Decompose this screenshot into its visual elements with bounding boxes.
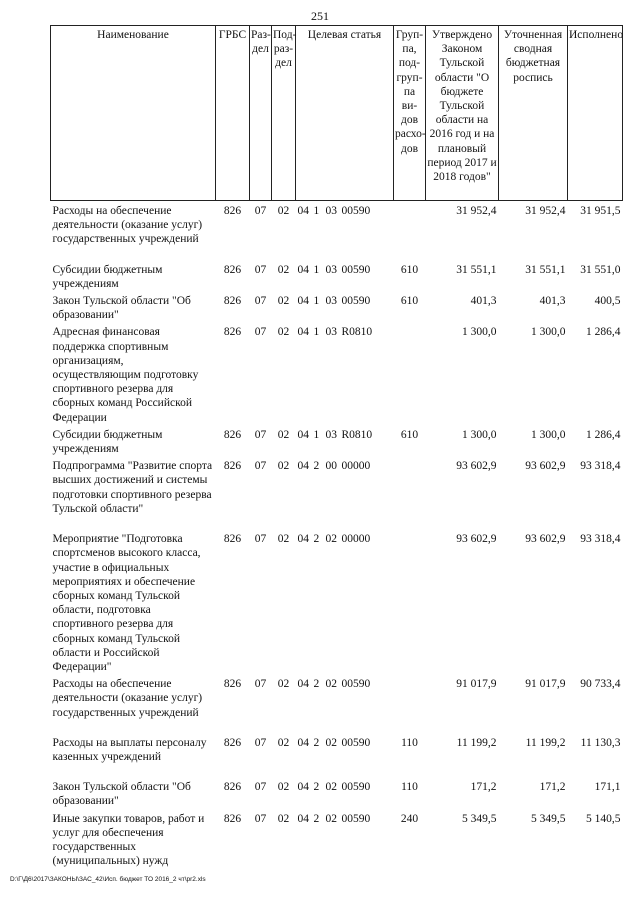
row-podrazdel: 02: [277, 205, 290, 217]
row-name: Расходы на выплаты персоналу казенных учреждений: [52, 737, 207, 764]
row-executed: 1 286,4: [586, 428, 621, 441]
row-article: [296, 260, 394, 291]
article-program: 04: [297, 263, 309, 276]
row-executed: 171,1: [594, 781, 621, 794]
row-article: [296, 291, 394, 322]
page-number: 251: [311, 9, 329, 23]
article-program: 04: [297, 460, 309, 473]
table-row: [51, 809, 623, 869]
article-event: 02: [325, 737, 337, 750]
row-name: Субсидии бюджетным учреждениям: [52, 263, 163, 290]
row-executed: 31 951,5: [580, 205, 621, 217]
table-row: [51, 260, 623, 291]
row-refined: 5 349,5: [531, 812, 566, 825]
article-direction: 00590: [341, 812, 371, 825]
article-program: 04: [297, 428, 309, 441]
row-name: Закон Тульской области "Об образовании": [52, 294, 191, 322]
row-article: [296, 809, 394, 869]
table-row: [51, 733, 623, 777]
row-article: [296, 733, 394, 777]
row-group: 110: [401, 781, 418, 794]
article-event: 02: [325, 678, 337, 691]
article-program: 04: [297, 678, 309, 691]
article-program: 04: [297, 812, 309, 825]
table-row: [51, 456, 623, 529]
row-executed: 93 318,4: [580, 460, 621, 473]
row-article: [296, 777, 394, 808]
row-refined: 1 300,0: [531, 428, 566, 441]
article-direction: 00590: [341, 294, 371, 307]
row-razdel: 07: [254, 263, 267, 276]
header-grbs: ГРБС: [216, 26, 250, 201]
row-razdel: 07: [254, 205, 267, 217]
row-razdel: 07: [254, 812, 267, 825]
article-subprogram: 1: [313, 428, 320, 441]
article-program: 04: [297, 294, 309, 307]
article-direction: R0810: [341, 326, 373, 339]
row-razdel: 07: [254, 737, 267, 750]
article-subprogram: 2: [313, 812, 320, 825]
table-header-row: [51, 26, 623, 201]
article-event: 03: [325, 205, 337, 217]
row-name: Закон Тульской области "Об образовании": [52, 781, 191, 808]
article-direction: 00590: [341, 781, 371, 794]
article-subprogram: 2: [313, 533, 320, 546]
header-podrazdel: Под-раз-дел: [272, 26, 296, 201]
row-approved: 31 952,4: [456, 205, 497, 217]
article-direction: 00590: [341, 678, 371, 691]
row-name: Подпрограмма "Развитие спорта высших достижений и системы подготовки спортивного резерва Тульской области": [52, 460, 213, 515]
row-name: Расходы на обеспечение деятельности (оказание услуг) государственных учреждений: [52, 205, 203, 246]
row-article: [296, 456, 394, 529]
row-name: Расходы на обеспечение деятельности (оказание услуг) государственных учреждений: [52, 678, 203, 719]
header-executed: Исполнено: [568, 26, 623, 201]
row-executed: 400,5: [594, 294, 621, 307]
article-direction: 00590: [341, 737, 371, 750]
row-podrazdel: 02: [277, 263, 290, 276]
article-event: 03: [325, 326, 337, 339]
table-row: [51, 291, 623, 322]
article-subprogram: 1: [313, 205, 320, 217]
row-approved: 1 300,0: [462, 428, 497, 441]
row-grbs: 826: [223, 263, 242, 276]
article-subprogram: 2: [313, 460, 320, 473]
article-direction: 00000: [341, 533, 371, 546]
row-group: [394, 322, 426, 424]
row-podrazdel: 02: [277, 294, 290, 307]
row-razdel: 07: [254, 326, 267, 339]
row-podrazdel: 02: [277, 737, 290, 750]
article-event: 02: [325, 781, 337, 794]
row-approved: 401,3: [470, 294, 497, 307]
table-row: [51, 674, 623, 733]
row-grbs: 826: [223, 326, 242, 339]
article-subprogram: 2: [313, 737, 320, 750]
row-article: [296, 425, 394, 456]
row-razdel: 07: [254, 678, 267, 691]
article-program: 04: [297, 205, 309, 217]
table-row: [51, 425, 623, 456]
row-approved: 31 551,1: [456, 263, 497, 276]
row-executed: 5 140,5: [586, 812, 621, 825]
row-group: 610: [400, 294, 419, 307]
row-razdel: 07: [254, 460, 267, 473]
table-row: [51, 529, 623, 674]
row-article: [296, 322, 394, 424]
row-refined: 171,2: [539, 781, 566, 794]
row-group: [394, 201, 426, 260]
row-executed: 31 551,0: [580, 263, 621, 276]
row-name: Адресная финансовая поддержка спортивным организациям, осуществляющим подготовку спортивного резерва для сборных команд Российской Федерации: [52, 326, 199, 424]
row-name: Мероприятие "Подготовка спортсменов высокого класса, участие в официальных мероприятиях и обеспечение сборных команд Тульской области, подготовка спортивного резерва для сборных команд Тульской области и Российской Федерации": [52, 533, 201, 673]
row-grbs: 826: [223, 781, 242, 794]
row-podrazdel: 02: [277, 460, 290, 473]
row-refined: 31 952,4: [525, 205, 566, 217]
row-approved: 5 349,5: [462, 812, 497, 825]
row-grbs: 826: [223, 205, 242, 217]
row-refined: 93 602,9: [525, 533, 566, 546]
row-group: 240: [400, 812, 419, 825]
row-executed: 90 733,4: [580, 678, 621, 691]
row-approved: 1 300,0: [462, 326, 497, 339]
article-program: 04: [297, 781, 309, 794]
article-direction: 00000: [341, 460, 371, 473]
article-subprogram: 2: [313, 678, 320, 691]
article-subprogram: 2: [313, 781, 320, 794]
table-row: [51, 201, 623, 260]
row-group: 610: [400, 428, 419, 441]
article-event: 03: [325, 428, 337, 441]
article-program: 04: [297, 737, 309, 750]
header-approved: Утверждено Законом Тульской области "О бюджете Тульской области на 2016 год и на плановый период 2017 и 2018 годов": [426, 26, 499, 201]
row-podrazdel: 02: [277, 533, 290, 546]
row-article: [296, 674, 394, 733]
table-row: [51, 322, 623, 424]
row-refined: 1 300,0: [531, 326, 566, 339]
row-podrazdel: 02: [277, 678, 290, 691]
row-refined: 93 602,9: [525, 460, 566, 473]
article-program: 04: [297, 326, 309, 339]
row-refined: 91 017,9: [525, 678, 566, 691]
row-razdel: 07: [254, 428, 267, 441]
header-refined: Уточненная сводная бюджетная роспись: [499, 26, 568, 201]
row-group: [394, 456, 426, 529]
article-subprogram: 1: [313, 263, 320, 276]
row-podrazdel: 02: [277, 812, 290, 825]
row-grbs: 826: [223, 428, 242, 441]
article-program: 04: [297, 533, 309, 546]
row-group: [394, 529, 426, 674]
article-event: 03: [325, 294, 337, 307]
row-grbs: 826: [223, 294, 242, 307]
file-path-footer: D:\Г\Д6\2017\ЗАКОНЫ\ЗАС_42\Исп. бюджет ТО 2016_2 чт\pr2.xls: [10, 876, 206, 883]
row-refined: 401,3: [539, 294, 566, 307]
row-group: [394, 674, 426, 733]
row-razdel: 07: [254, 781, 267, 794]
row-refined: 11 199,2: [525, 737, 566, 750]
article-event: 02: [325, 812, 337, 825]
row-group: 610: [400, 263, 419, 276]
row-group: 110: [401, 737, 418, 750]
row-article: [296, 529, 394, 674]
article-direction: 00590: [341, 205, 371, 217]
row-razdel: 07: [254, 294, 267, 307]
row-executed: 11 130,3: [580, 737, 621, 750]
header-razdel: Раз-дел: [250, 26, 272, 201]
row-executed: 93 318,4: [580, 533, 621, 546]
article-subprogram: 1: [313, 294, 320, 307]
row-approved: 11 199,2: [456, 737, 497, 750]
row-approved: 171,2: [470, 781, 497, 794]
row-executed: 1 286,4: [586, 326, 621, 339]
row-grbs: 826: [223, 678, 242, 691]
row-approved: 93 602,9: [456, 533, 497, 546]
header-name: Наименование: [51, 26, 216, 201]
row-grbs: 826: [223, 812, 242, 825]
budget-table: [50, 25, 623, 869]
article-subprogram: 1: [313, 326, 320, 339]
article-event: 00: [325, 460, 337, 473]
row-grbs: 826: [223, 533, 242, 546]
row-refined: 31 551,1: [525, 263, 566, 276]
header-article: Целевая статья: [296, 26, 394, 201]
row-name: Иные закупки товаров, работ и услуг для обеспечения государственных (муниципальных) нужд: [52, 812, 205, 868]
row-podrazdel: 02: [277, 326, 290, 339]
row-approved: 93 602,9: [456, 460, 497, 473]
header-group: Груп-па, под-груп-па ви-дов расхо-дов: [394, 26, 426, 201]
article-event: 02: [325, 533, 337, 546]
table-row: [51, 777, 623, 808]
row-approved: 91 017,9: [456, 678, 497, 691]
row-razdel: 07: [254, 533, 267, 546]
row-grbs: 826: [223, 460, 242, 473]
article-event: 03: [325, 263, 337, 276]
row-podrazdel: 02: [277, 428, 290, 441]
row-article: [296, 201, 394, 260]
article-direction: R0810: [341, 428, 373, 441]
row-name: Субсидии бюджетным учреждениям: [52, 428, 163, 455]
article-direction: 00590: [341, 263, 371, 276]
row-podrazdel: 02: [277, 781, 290, 794]
row-grbs: 826: [223, 737, 242, 750]
